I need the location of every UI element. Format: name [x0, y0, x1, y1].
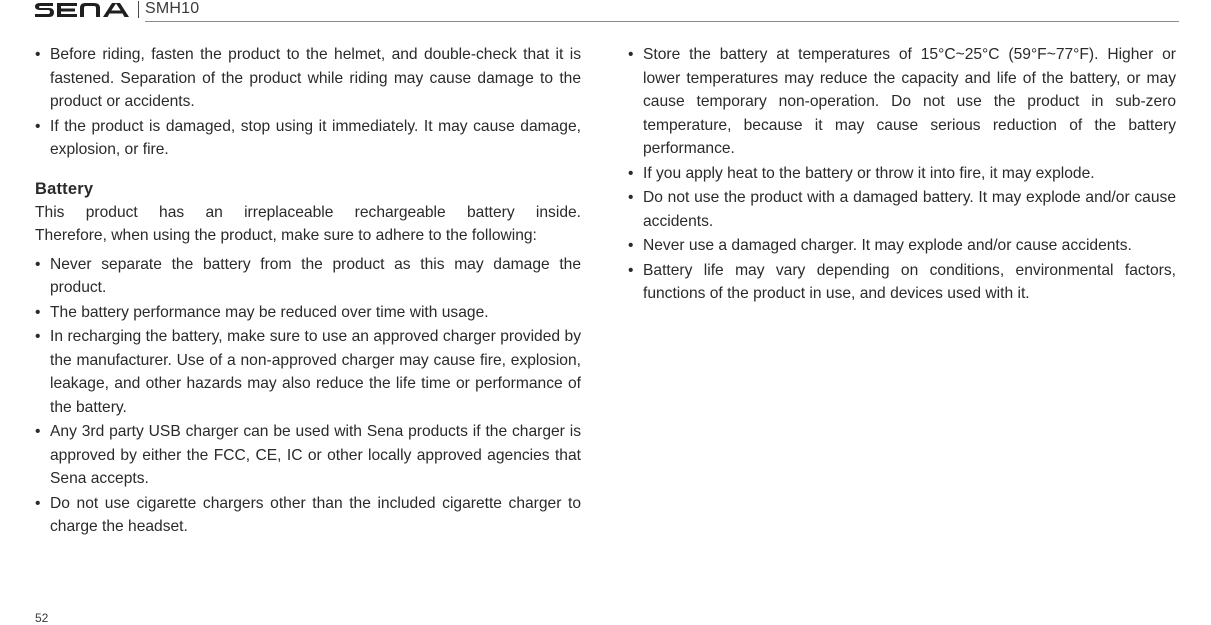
list-item: • Never separate the battery from the product as this may damage the product. [35, 253, 581, 300]
list-item: • Store the battery at temperatures of 15°C~25°C (59°F~77°F). Higher or lower temperatures may reduce the capacity and life of the battery, or may cause temporary non-operation. Do not use the product in sub-zero temperature, because it may cause serious reduction of the battery performance. [628, 43, 1176, 161]
page-header [34, 0, 1179, 24]
section-heading-battery: Battery [35, 179, 94, 198]
header-rule [145, 21, 1179, 22]
safety-bullet-list [35, 43, 581, 162]
header-separator [138, 1, 139, 18]
list-item: • Before riding, fasten the product to the helmet, and double-check that it is fastened. Separation of the product while riding may cause damage to the product or accidents. [35, 43, 581, 114]
battery-intro-paragraph [35, 201, 581, 248]
list-item: • If you apply heat to the battery or throw it into fire, it may explode. [628, 162, 1176, 186]
model-name: SMH10 [145, 0, 200, 17]
battery-bullet-list-continued [628, 43, 1176, 306]
list-item: • Do not use the product with a damaged battery. It may explode and/or cause accidents. [628, 186, 1176, 233]
list-item: • Do not use cigarette chargers other than the included cigarette charger to charge the headset. [35, 492, 581, 539]
list-item: • In recharging the battery, make sure to use an approved charger provided by the manufacturer. Use of a non-approved charger may cause fire, explosion, leakage, and other hazards may also reduce the life time or performance of the battery. [35, 325, 581, 419]
list-item: • Any 3rd party USB charger can be used with Sena products if the charger is approved by either the FCC, CE, IC or other locally approved agencies that Sena accepts. [35, 420, 581, 491]
list-item: • If the product is damaged, stop using it immediately. It may cause damage, explosion, or fire. [35, 115, 581, 162]
left-column [35, 43, 581, 540]
list-item: • Battery life may vary depending on conditions, environmental factors, functions of the product in use, and devices used with it. [628, 259, 1176, 306]
list-item: • The battery performance may be reduced over time with usage. [35, 301, 581, 325]
battery-bullet-list [35, 253, 581, 539]
list-item: • Never use a damaged charger. It may explode and/or cause accidents. [628, 234, 1176, 258]
battery-intro-line-2: Therefore, when using the product, make sure to adhere to the following: [35, 227, 537, 244]
battery-intro-line-1: This product has an irreplaceable rechargeable battery inside. [35, 203, 581, 221]
sena-logo [34, 2, 130, 18]
page-number: 52 [35, 611, 49, 625]
right-column [628, 43, 1176, 307]
